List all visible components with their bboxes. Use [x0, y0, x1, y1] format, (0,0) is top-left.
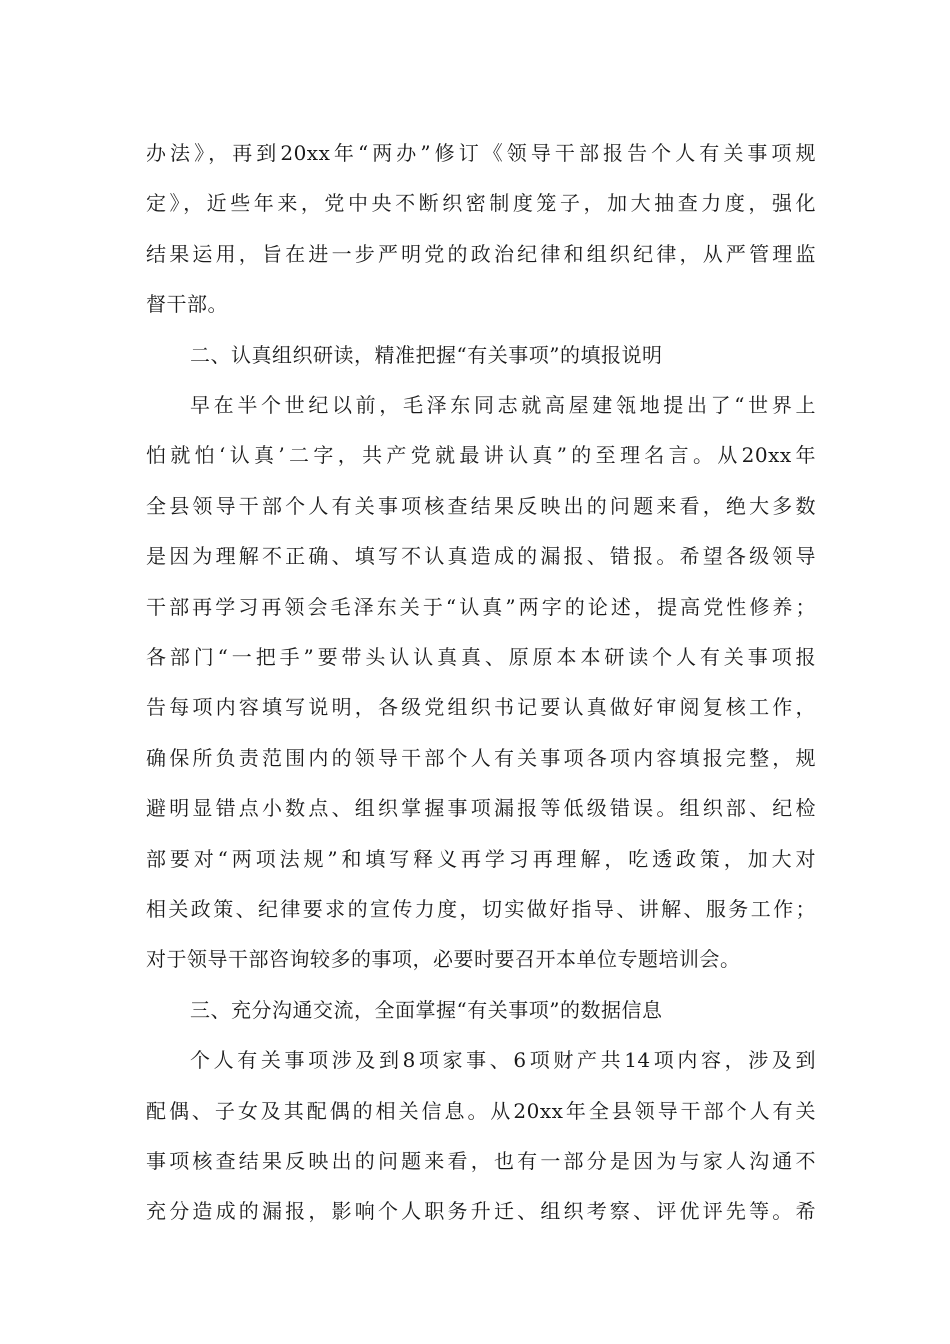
section-heading: 二、认真组织研读，精准把握“有关事项”的填报说明 — [190, 343, 663, 367]
paragraph-line: 部要对“两项法规”和填写释义再学习再理解，吃透政策，加大对 — [146, 847, 816, 871]
paragraph-line: 全县领导干部个人有关事项核查结果反映出的问题来看，绝大多数 — [146, 494, 816, 518]
paragraph-line: 避明显错点小数点、组织掌握事项漏报等低级错误。组织部、纪检 — [146, 796, 816, 820]
paragraph-line: 相关政策、纪律要求的宣传力度，切实做好指导、讲解、服务工作； — [146, 897, 816, 921]
paragraph-line: 个人有关事项涉及到8项家事、6项财产共14项内容，涉及到 — [190, 1048, 816, 1072]
paragraph-line: 结果运用，旨在进一步严明党的政治纪律和组织纪律，从严管理监 — [146, 242, 816, 266]
paragraph-line: 早在半个世纪以前，毛泽东同志就高屋建瓴地提出了“世界上 — [190, 393, 816, 417]
paragraph-line: 告每项内容填写说明，各级党组织书记要认真做好审阅复核工作， — [146, 695, 816, 719]
paragraph-line: 是因为理解不正确、填写不认真造成的漏报、错报。希望各级领导 — [146, 544, 816, 568]
paragraph-line: 各部门“一把手”要带头认认真真、原原本本研读个人有关事项报 — [146, 645, 816, 669]
paragraph-line: 督干部。 — [146, 292, 228, 316]
paragraph-line: 确保所负责范围内的领导干部个人有关事项各项内容填报完整，规 — [146, 746, 816, 770]
section-heading: 三、充分沟通交流，全面掌握“有关事项”的数据信息 — [190, 998, 663, 1022]
paragraph-line: 定》，近些年来，党中央不断织密制度笼子，加大抽查力度，强化 — [146, 191, 816, 215]
paragraph-line: 怕就怕‘认真’二字，共产党就最讲认真”的至理名言。从20xx年 — [146, 443, 816, 467]
paragraph-line: 配偶、子女及其配偶的相关信息。从20xx年全县领导干部个人有关 — [146, 1099, 816, 1123]
paragraph-line: 事项核查结果反映出的问题来看，也有一部分是因为与家人沟通不 — [146, 1149, 816, 1173]
paragraph-line: 办法》，再到20xx年“两办”修订《领导干部报告个人有关事项规 — [146, 141, 816, 165]
paragraph-line: 充分造成的漏报，影响个人职务升迁、组织考察、评优评先等。希 — [146, 1199, 816, 1223]
paragraph-line: 对于领导干部咨询较多的事项，必要时要召开本单位专题培训会。 — [146, 947, 741, 971]
paragraph-line: 干部再学习再领会毛泽东关于“认真”两字的论述，提高党性修养； — [146, 595, 816, 619]
